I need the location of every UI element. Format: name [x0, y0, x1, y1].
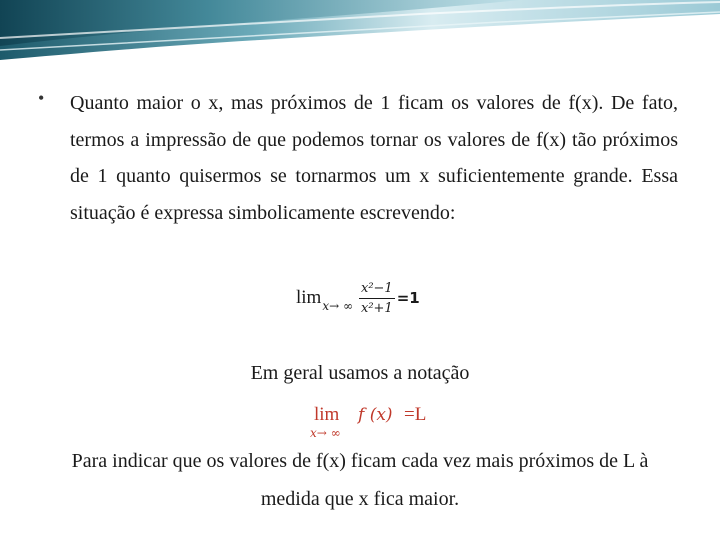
- limit-value: =L: [404, 404, 427, 425]
- formula-result: =1: [396, 289, 420, 307]
- function-label: f (x): [358, 405, 393, 425]
- limit-formula: [296, 276, 420, 320]
- lim-subscript-general: x→ ∞: [310, 426, 341, 440]
- notation-heading: Em geral usamos a notação: [250, 362, 470, 384]
- fraction-numerator: x²−1: [359, 281, 395, 299]
- fraction: [359, 281, 395, 316]
- fraction-denominator: x²+1: [360, 300, 393, 316]
- body-paragraph: Quanto maior o x, mas próximos de 1 ficam os valores de f(x). De fato, termos a impressão de que podemos tornar os valores de f(x) tão próximos de 1 quanto quisermos se tornarmos um x suficientemente grande. Essa situação é expressa simbolicamente escrevendo:: [70, 92, 678, 224]
- lim-label: lim: [296, 287, 322, 308]
- bullet-icon: •: [38, 88, 45, 108]
- lim-label-general: lim: [314, 404, 340, 425]
- closing-text: Para indicar que os valores de f(x) ficam cada vez mais próximos de L à medida que x fica maior.: [71, 450, 649, 510]
- lim-subscript: x→ ∞: [322, 299, 353, 313]
